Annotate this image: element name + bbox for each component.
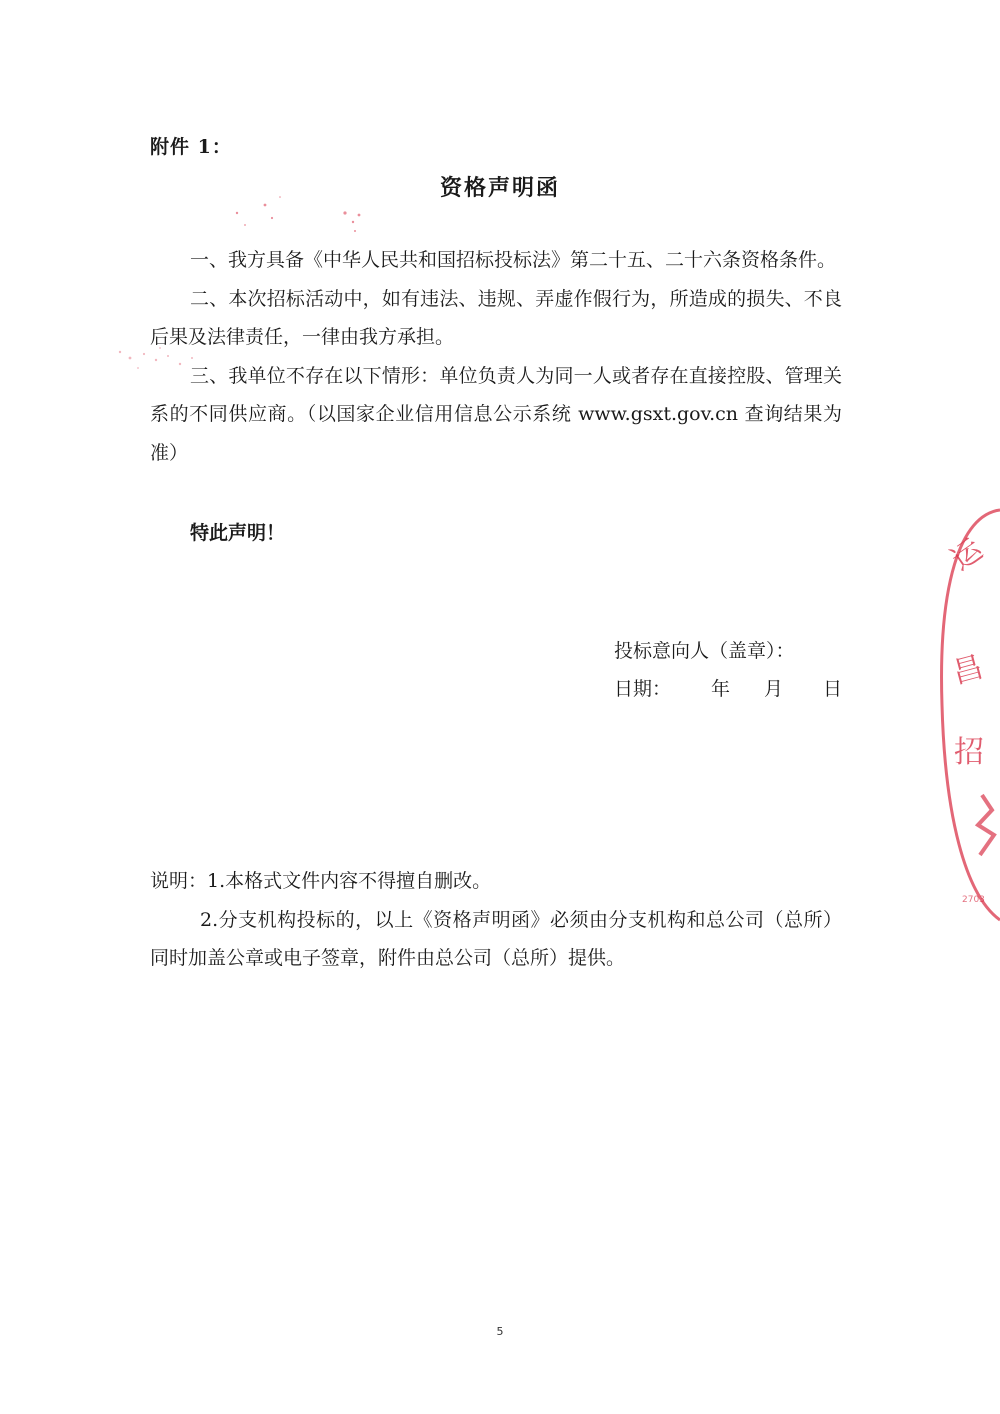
signature-block	[614, 632, 842, 708]
company-seal	[920, 495, 1000, 925]
date-label: 日期：	[614, 678, 672, 700]
seal-char-3: 招	[954, 735, 984, 770]
date-row	[614, 670, 842, 708]
month-label: 月	[764, 678, 784, 700]
note-line-1: 说明：1.本格式文件内容不得擅自删改。	[150, 870, 492, 892]
closing-statement: 特此声明！	[190, 522, 286, 544]
page-title: 资格声明函	[439, 175, 560, 201]
page-number: 5	[496, 1325, 504, 1338]
year-label: 年	[711, 678, 731, 700]
declaration-body	[150, 241, 842, 472]
declaration-paragraph-2: 二、本次招标活动中，如有违法、违规、弄虚作假行为，所造成的损失、不良后果及法律责任，一律由我方承担。	[150, 287, 842, 348]
declaration-paragraph-3: 三、我单位不存在以下情形：单位负责人为同一人或者存在直接控股、管理关系的不同供应商。（以国家企业信用信息公示系统 www.gsxt.gov.cn 查询结果为准）	[150, 364, 842, 464]
seal-char-1: 运	[944, 531, 990, 578]
seal-char-2: 昌	[948, 649, 987, 692]
declaration-paragraph-1: 一、我方具备《中华人民共和国招标投标法》第二十五、二十六条资格条件。	[190, 249, 837, 271]
note-line-2: 2.分支机构投标的，以上《资格声明函》必须由分支机构和总公司（总所）同时加盖公章或电子签章，附件由总公司（总所）提供。	[150, 908, 842, 969]
attachment-label: 附件 1：	[150, 136, 232, 158]
notes-block	[150, 862, 842, 978]
seal-digits: 2703	[962, 895, 985, 905]
day-label: 日	[823, 678, 843, 700]
bidder-seal-label: 投标意向人（盖章）：	[614, 640, 795, 662]
